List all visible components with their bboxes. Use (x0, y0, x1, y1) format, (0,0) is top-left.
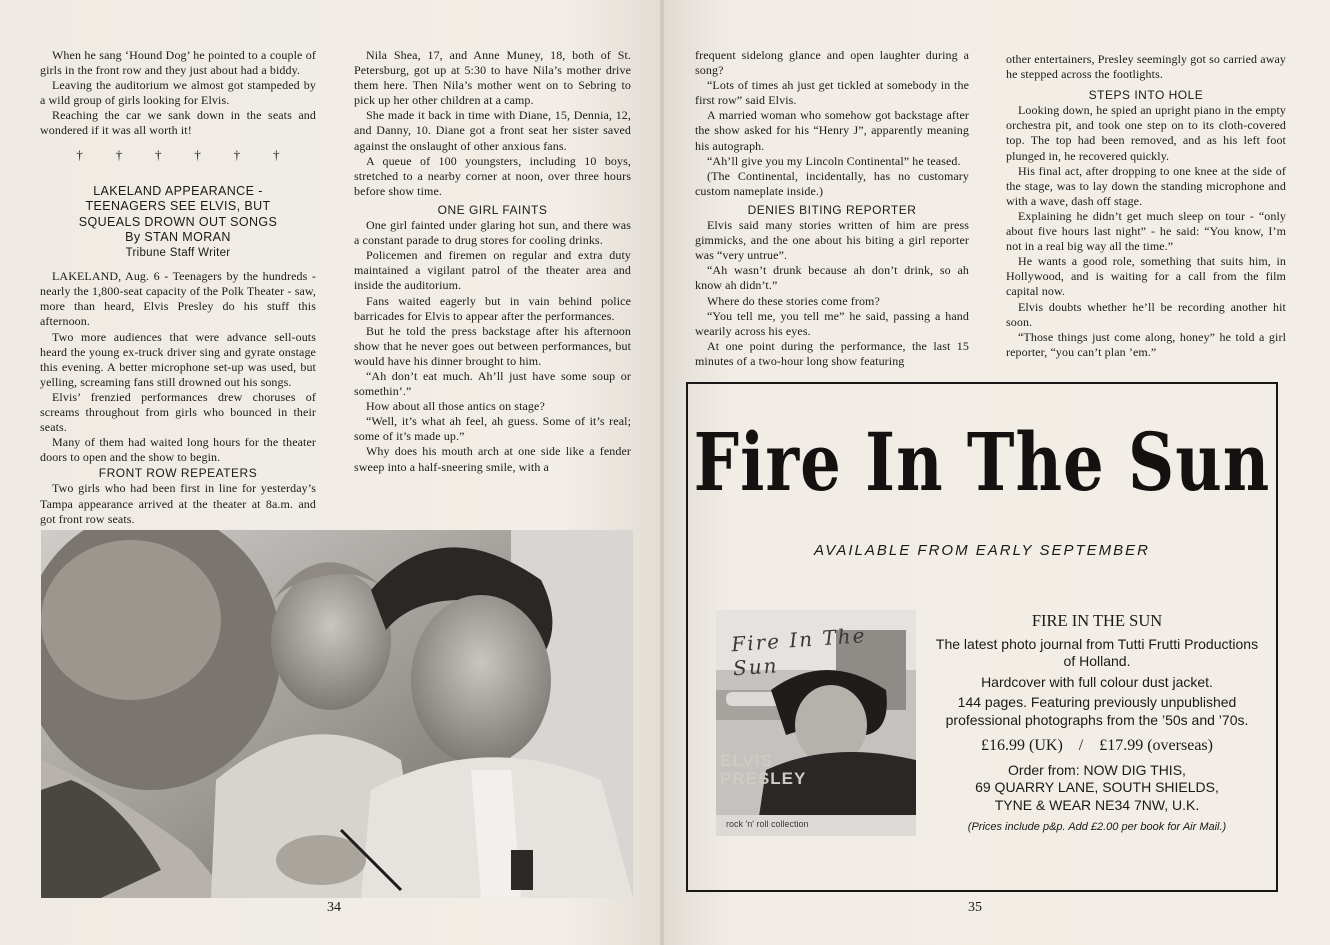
paragraph: One girl fainted under glaring hot sun, and there was a constant parade to drug stores for cooling drinks. (354, 218, 631, 248)
paragraph: (The Continental, incidentally, has no customary custom nameplate inside.) (695, 168, 969, 198)
ad-price: £16.99 (UK) / £17.99 (overseas) (981, 737, 1213, 754)
book-advertisement (686, 382, 1278, 892)
byline: By STAN MORAN (125, 230, 231, 245)
headline-line: SQUEALS DROWN OUT SONGS (78, 214, 278, 229)
paragraph: “Those things just come along, honey” he told a girl reporter, “you can’t plan ’em.” (1006, 329, 1286, 359)
book-cover-name (720, 752, 806, 788)
article-headline (40, 184, 316, 262)
paragraph: “Lots of times ah just get tickled at somebody in the first row” said Elvis. (695, 78, 969, 108)
ad-heading: FIRE IN THE SUN (1031, 611, 1163, 630)
paragraph: Elvis’ frenzied performances drew choruses of screams throughout from girls who bounced in their seats. (40, 389, 316, 435)
paragraph: Elvis said many stories written of him are press gimmicks, and the one about his biting a girl reporter was “very untrue”. (695, 218, 969, 263)
dagger-glyph: † (194, 146, 201, 162)
paragraph: At one point during the performance, the last 15 minutes of a two-hour long show featuring (695, 338, 969, 368)
paragraph: frequent sidelong glance and open laughter during a song? (695, 48, 969, 78)
paragraph: Nila Shea, 17, and Anne Muney, 18, both of St. Petersburg, got up at 5:30 to have Nila’s mother drive them here. Then Nila’s mother went on to Sebring to pick up her other children at a camp. (354, 48, 631, 108)
paragraph: A queue of 100 youngsters, including 10 boys, stretched to a nearby corner at noon, over three hours before show time. (354, 153, 631, 198)
ad-title: Fire In The Sun (693, 416, 1271, 510)
paragraph: Fans waited eagerly but in vain behind police barricades for Elvis to appear after the performances. (354, 293, 631, 323)
ad-order-line (932, 762, 1262, 780)
ad-availability: AVAILABLE FROM EARLY SEPTEMBER (814, 542, 1150, 559)
order-label: Order from: (1008, 761, 1080, 778)
elvis-photo (41, 530, 633, 898)
paragraph: Two more audiences that were advance sell-outs heard the young ex-truck driver sing and gyrate onstage this evening. A better microphone set-up was used, but yelling, screaming fans still drowned out his songs. (40, 329, 316, 389)
page-number: 34 (327, 900, 341, 915)
paragraph: Looking down, he spied an upright piano in the empty orchestra pit, and took one step on to its cloth-covered top. The top had been removed, and as his left foot plunged in, he recovered quickly. (1006, 103, 1286, 163)
dagger-glyph: † (76, 146, 83, 162)
paragraph: “You tell me, you tell me” he said, passing a hand wearily across his eyes. (695, 308, 969, 338)
ad-desc-line: Hardcover with full colour dust jacket. (981, 673, 1213, 690)
paragraph: Leaving the auditorium we almost got stampeded by a wild group of girls looking for Elvis. (40, 78, 316, 108)
ad-address: TYNE & WEAR NE34 7NW, U.K. (994, 796, 1200, 813)
paragraph: Policemen and firemen on regular and extra duty maintained a vigilant patrol of the theater area and inside the auditorium. (354, 248, 631, 293)
page-number: 35 (968, 900, 982, 915)
paragraph: other entertainers, Presley seemingly got so carried away he stepped across the footlights. (1006, 52, 1286, 82)
byline-title: Tribune Staff Writer (125, 246, 231, 259)
subheading: ONE GIRL FAINTS (437, 202, 548, 217)
paragraph: How about all those antics on stage? (366, 399, 545, 414)
paragraph: “Ah’ll give you my Lincoln Continental” he teased. (707, 153, 961, 168)
book-cover-image (716, 610, 916, 836)
ad-price-note: (Prices include p&p. Add £2.00 per book for Air Mail.) (967, 821, 1227, 833)
subheading: STEPS INTO HOLE (1088, 88, 1204, 103)
left-page (0, 0, 662, 945)
subheading: DENIES BITING REPORTER (747, 202, 917, 217)
section-divider (40, 139, 316, 162)
order-name: NOW DIG THIS, (1083, 761, 1186, 778)
book-cover-title: Fire In The Sun (730, 623, 868, 681)
right-column-1 (695, 48, 969, 369)
dagger-glyph: † (273, 146, 280, 162)
paragraph: He wants a good role, something that suits him, in Hollywood, and is waiting for a call from the film capital now. (1006, 254, 1286, 299)
paragraph: LAKELAND, Aug. 6 - Teenagers by the hundreds - nearly the 1,800-seat capacity of the Polk Theater - saw, more than heard, Elvis Presley do his stuff this afternoon. (40, 269, 316, 329)
dagger-glyph: † (155, 146, 162, 162)
paragraph: When he sang ‘Hound Dog’ he pointed to a couple of girls in the front row and they just about had a biddy. (40, 48, 316, 78)
paragraph: Two girls who had been first in line for yesterday’s Tampa appearance arrived at the theater at 8a.m. and got front row seats. (40, 481, 316, 526)
right-column-2 (1006, 52, 1286, 360)
paragraph: His final act, after dropping to one knee at the side of the stage, was to lay down the standing microphone and with a wave, dash off stage. (1006, 163, 1286, 208)
paragraph: But he told the press backstage after his afternoon show that he never goes out between performances, but would have his dinner brought to him. (354, 323, 631, 368)
book-cover-footer: rock 'n' roll collection (726, 819, 809, 829)
dagger-glyph: † (233, 146, 241, 162)
ad-desc-line: 144 pages. Featuring previously unpublished professional photographs from the ’50s and ’70s. (945, 694, 1249, 728)
paragraph: Explaining he didn’t get much sleep on tour - “only about five hours last night” - he said: “You know, I’m not in a real big way all the time.” (1006, 208, 1286, 254)
headline-line: TEENAGERS SEE ELVIS, BUT (85, 199, 271, 214)
book-cover-name-line: PRESLEY (720, 769, 807, 788)
book-cover-name-line: ELVIS (720, 751, 773, 770)
paragraph: Elvis doubts whether he’ll be recording another hit soon. (1006, 299, 1286, 329)
ad-description (932, 612, 1262, 837)
paragraph: Where do these stories come from? (707, 293, 880, 308)
left-column-1 (40, 48, 316, 527)
ad-address: 69 QUARRY LANE, SOUTH SHIELDS, (975, 779, 1219, 795)
paragraph: A married woman who somehow got backstage after the show asked for his “Henry J”, apparently meaning his autograph. (695, 108, 969, 153)
paragraph: “Well, it’s what ah feel, ah guess. Some of it’s real; some of it’s made up.” (354, 414, 631, 444)
paragraph: “Ah don’t eat much. Ah’ll just have some soup or somethin’.” (354, 368, 631, 399)
headline-line: LAKELAND APPEARANCE - (93, 183, 263, 198)
subheading: FRONT ROW REPEATERS (98, 466, 258, 481)
paragraph: She made it back in time with Diane, 15, Dennia, 12, and Danny, 10. Diane got a front seat her sister saved against the onslaught of other anxious fans. (354, 108, 631, 153)
paragraph: Why does his mouth arch at one side like a fender sweep into a half-sneering smile, with a (354, 444, 631, 474)
dagger-glyph: † (115, 146, 123, 162)
paragraph: “Ah wasn’t drunk because ah don’t drink, so ah know ah didn’t.” (695, 263, 969, 293)
paragraph: Many of them had waited long hours for the theater doors to open and the show to begin. (40, 435, 316, 465)
paragraph: Reaching the car we sank down in the seats and wondered if it was all worth it! (40, 108, 316, 138)
left-column-2 (354, 48, 631, 475)
ad-desc-line: The latest photo journal from Tutti Frutti Productions of Holland. (935, 635, 1259, 669)
